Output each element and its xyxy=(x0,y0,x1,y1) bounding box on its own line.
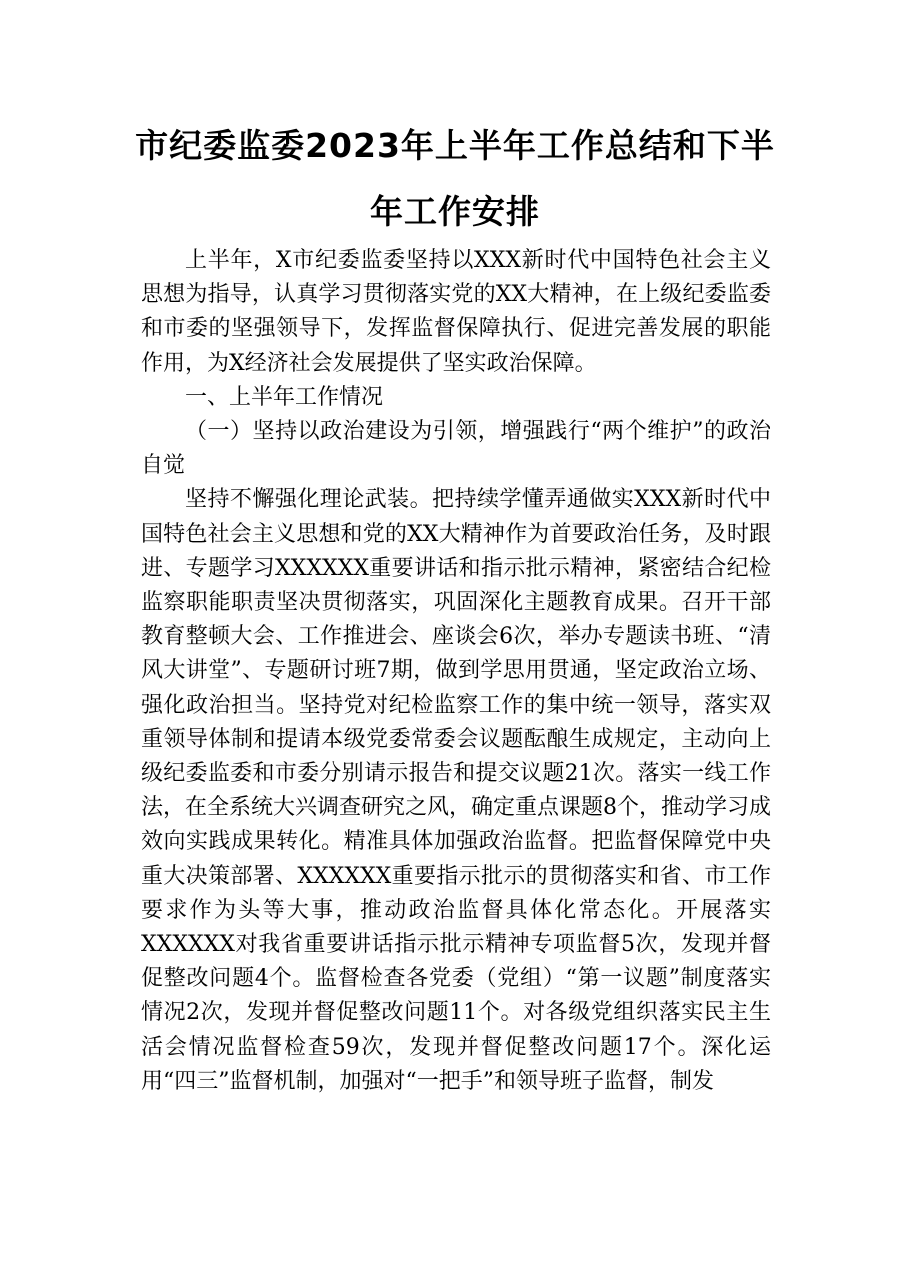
document-body xyxy=(141,244,771,1099)
document-title-line-2: 年工作安排 xyxy=(370,192,540,231)
section-heading: 一、上半年工作情况 xyxy=(185,384,384,410)
subsection-heading: （一）坚持以政治建设为引领，增强践行“两个维护”的政治自觉 xyxy=(141,419,771,479)
body-paragraph: 坚持不懈强化理论武装。把持续学懂弄通做实XXX新时代中国特色社会主义思想和党的XX大精神作为首要政治任务，及时跟进、专题学习XXXXXX重要讲话和指示批示精神，紧密结合纪检监察职能职责坚决贯彻落实，巩固深化主题教育成果。召开干部教育整顿大会、工作推进会、座谈会6次，举办专题读书班、“清风大讲堂”、专题研讨班7期，做到学思用贯通，坚定政治立场、强化政治担当。坚持党对纪检监察工作的集中统一领导，落实双重领导体制和提请本级党委常委会议题酝酿生成规定，主动向上级纪委监委和市委分别请示报告和提交议题21次。落实一线工作法，在全系统大兴调查研究之风，确定重点课题8个，推动学习成效向实践成果转化。精准具体加强政治监督。把监督保障党中央重大决策部署、XXXXXX重要指示批示的贯彻落实和省、市工作要求作为头等大事，推动政治监督具体化常态化。开展落实XXXXXX对我省重要讲话指示批示精神专项监督5次，发现并督促整改问题4个。监督检查各党委（党组）“第一议题”制度落实情况2次，发现并督促整改问题11个。对各级党组织落实民主生活会情况监督检查59次，发现并督促整改问题17个。深化运用“四三”监督机制，加强对“一把手”和领导班子监督，制发 xyxy=(141,487,771,1094)
document-title-line-1: 市纪委监委2023年上半年工作总结和下半 xyxy=(135,126,775,165)
intro-paragraph: 上半年，X市纪委监委坚持以XXX新时代中国特色社会主义思想为指导，认真学习贯彻落实党的XX大精神，在上级纪委监委和市委的坚强领导下，发挥监督保障执行、促进完善发展的职能作用，为X经济社会发展提供了坚实政治保障。 xyxy=(141,248,771,376)
